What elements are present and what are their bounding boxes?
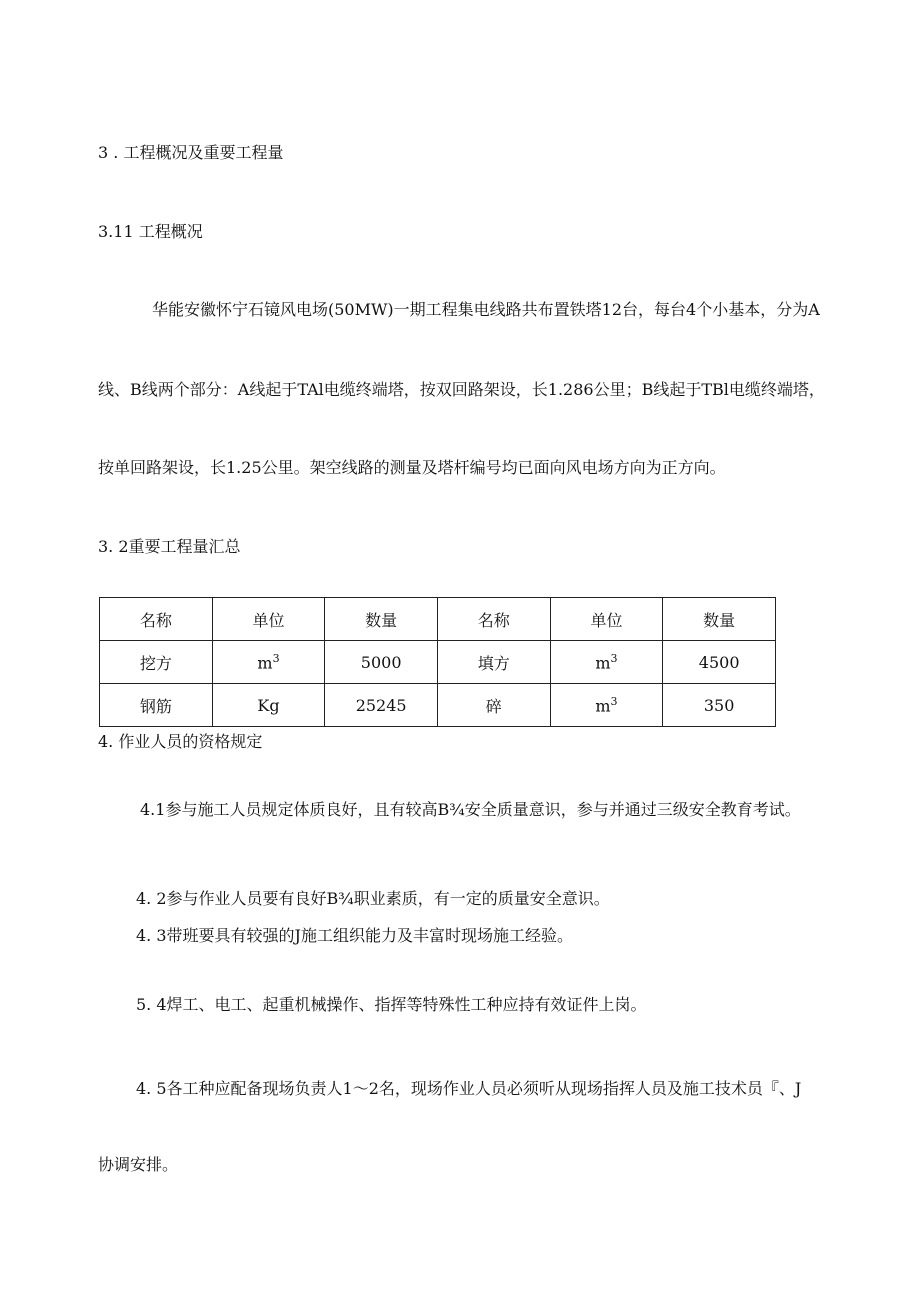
table-row bbox=[100, 641, 776, 684]
table-header-cell: 名称 bbox=[437, 598, 550, 641]
section-3-heading: 3 . 工程概况及重要工程量 bbox=[98, 143, 284, 162]
table-header-cell: 单位 bbox=[550, 598, 663, 641]
table-cell: 350 bbox=[663, 684, 776, 727]
section-4-heading: 4. 作业人员的资格规定 bbox=[98, 732, 263, 751]
qualification-item: 4. 5各工种应配备现场负责人1～2名，现场作业人员必须听从现场指挥人员及施工技术员『、J bbox=[136, 1079, 802, 1098]
table-header-cell: 数量 bbox=[663, 598, 776, 641]
table-header-cell: 单位 bbox=[212, 598, 325, 641]
table-cell: 4500 bbox=[663, 641, 776, 684]
overview-paragraph-line: 华能安徽怀宁石镜风电场(50MW)一期工程集电线路共布置铁塔12台，每台4个小基本，分为A bbox=[152, 300, 820, 319]
table-cell: 碎 bbox=[437, 684, 550, 727]
qualification-item: 4. 2参与作业人员要有良好B¾职业素质，有一定的质量安全意识。 bbox=[136, 889, 610, 908]
section-3-2-heading: 3. 2重要工程量汇总 bbox=[98, 537, 241, 556]
table-cell-unit: $m^3$ bbox=[550, 641, 663, 684]
table-cell: 填方 bbox=[437, 641, 550, 684]
table-cell-unit: $m^3$ bbox=[550, 684, 663, 727]
table-cell-unit: $m^3$ bbox=[212, 641, 325, 684]
overview-paragraph-line: 线、B线两个部分：A线起于TAl电缆终端塔，按双回路架设，长1.286公里；B线起于TBl电缆终端塔， bbox=[98, 380, 825, 399]
table-row bbox=[100, 684, 776, 727]
qualification-item-continuation: 协调安排。 bbox=[98, 1155, 179, 1174]
table-cell-unit: Kg bbox=[212, 684, 325, 727]
quantities-table bbox=[99, 597, 776, 727]
qualification-item: 5. 4焊工、电工、起重机械操作、指挥等特殊性工种应持有效证件上岗。 bbox=[136, 995, 647, 1014]
table-cell: 挖方 bbox=[100, 641, 213, 684]
qualification-item: 4.1参与施工人员规定体质良好，且有较高B¾安全质量意识，参与并通过三级安全教育考试。 bbox=[140, 800, 801, 819]
overview-paragraph-line: 按单回路架设，长1.25公里。架空线路的测量及塔杆编号均已面向风电场方向为正方向。 bbox=[98, 458, 726, 477]
table-cell: 5000 bbox=[325, 641, 438, 684]
table-cell: 钢筋 bbox=[100, 684, 213, 727]
section-3-1-heading: 3.11 工程概况 bbox=[98, 222, 203, 241]
qualification-item: 4. 3带班要具有较强的J施工组织能力及丰富时现场施工经验。 bbox=[136, 926, 573, 945]
table-header-row bbox=[100, 598, 776, 641]
table-cell: 25245 bbox=[325, 684, 438, 727]
table-header-cell: 数量 bbox=[325, 598, 438, 641]
table-header-cell: 名称 bbox=[100, 598, 213, 641]
